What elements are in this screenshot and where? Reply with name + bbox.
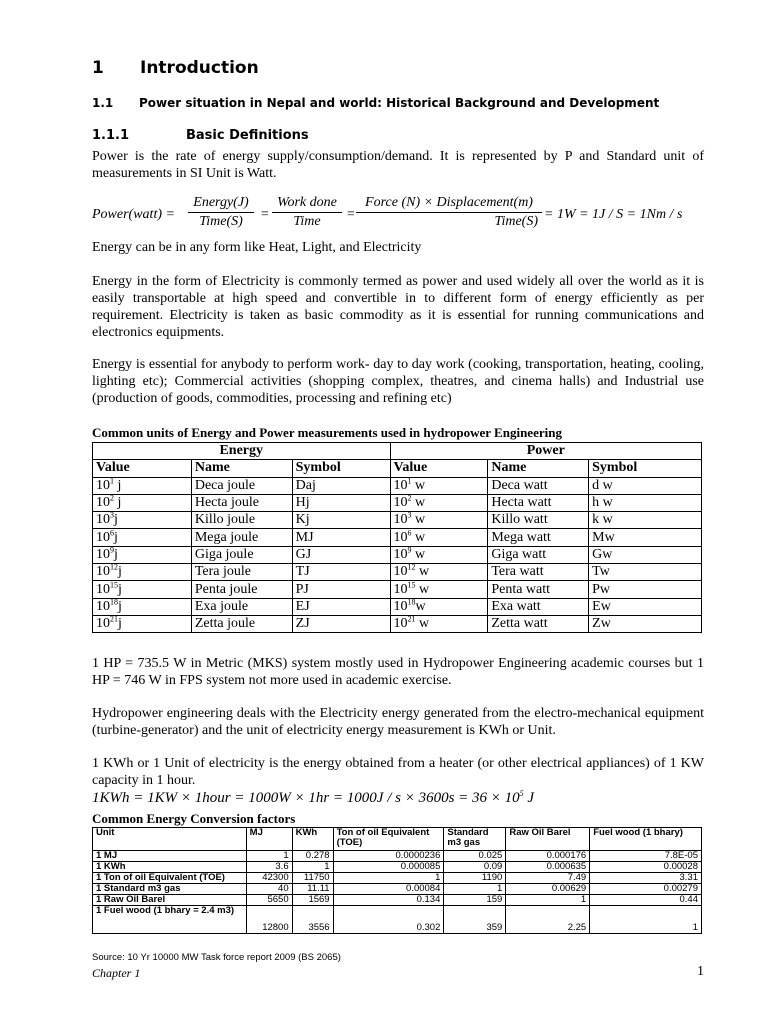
column-header: Name: [488, 460, 589, 477]
paragraph-power-definition: Power is the rate of energy supply/consumption/demand. It is represented by P and Standard unit of measurements in SI Unit is Watt.: [92, 149, 704, 181]
conversion-value: 1: [246, 851, 292, 862]
fraction-numerator: Force (N) × Displacement(m): [356, 195, 542, 213]
power-name: Exa watt: [488, 598, 589, 615]
column-header: Value: [390, 460, 488, 477]
conversion-value: 0.278: [292, 851, 333, 862]
conversion-value: 1190: [444, 873, 506, 884]
units-table-row: [93, 581, 702, 598]
power-value: [390, 598, 488, 615]
value-base: 10: [393, 616, 408, 632]
chapter-heading: [92, 58, 259, 78]
conversion-value: 42300: [246, 873, 292, 884]
power-name: Killo watt: [488, 512, 589, 529]
conversion-value: 0.00084: [333, 884, 444, 895]
value-exponent: 12: [110, 562, 118, 572]
value-base: 10: [96, 512, 110, 528]
group-power: Power: [390, 443, 702, 460]
formula-rhs: = 1W = 1J / S = 1Nm / s: [544, 207, 683, 222]
power-value: [390, 546, 488, 563]
value-exponent: 1: [110, 476, 114, 486]
value-unit: w: [415, 564, 430, 580]
section-title: Power situation in Nepal and world: Historical Background and Development: [139, 96, 660, 110]
conversion-row: [93, 906, 702, 934]
energy-name: Tera joule: [191, 564, 292, 581]
energy-symbol: Kj: [292, 512, 390, 529]
value-base: 10: [96, 564, 110, 580]
value-exponent: 18: [407, 597, 416, 607]
value-base: 10: [393, 512, 408, 528]
energy-value: [93, 494, 192, 511]
column-header: Unit: [93, 828, 247, 851]
value-exponent: 21: [110, 614, 118, 624]
value-exponent: 3: [110, 510, 114, 520]
power-formula: [92, 195, 704, 239]
energy-name: Giga joule: [191, 546, 292, 563]
energy-symbol: Hj: [292, 494, 390, 511]
power-name: Mega watt: [488, 529, 589, 546]
fraction-force-displacement: [356, 195, 542, 230]
energy-symbol: TJ: [292, 564, 390, 581]
energy-value: [93, 477, 192, 494]
value-unit: w: [411, 477, 426, 493]
value-base: 10: [96, 529, 110, 545]
paragraph-electricity: Energy in the form of Electricity is commonly termed as power and used widely all over the world as it is easily transportable at high speed and convertible in to different form of energy efficiently as per requirement. Electricity is taken as basic commodity as it is essential for running communications and electronics equipments.: [92, 274, 704, 340]
heading-title: Introduction: [140, 58, 259, 78]
fraction-denominator: Time(S): [494, 214, 538, 229]
conversion-value: 2.25: [506, 906, 590, 934]
conversion-table: [92, 827, 702, 934]
energy-name: Exa joule: [191, 598, 292, 615]
section-heading: [92, 96, 659, 110]
conversion-value: 359: [444, 906, 506, 934]
units-table-caption: Common units of Energy and Power measurements used in hydropower Engineering: [92, 425, 562, 440]
value-exponent: 12: [407, 562, 416, 572]
power-symbol: h w: [589, 494, 702, 511]
conversion-value: 1: [506, 895, 590, 906]
conversion-value: 0.000176: [506, 851, 590, 862]
energy-value: [93, 564, 192, 581]
row-label: 1 Standard m3 gas: [93, 884, 247, 895]
conversion-value: 0.134: [333, 895, 444, 906]
value-unit: j: [118, 598, 122, 614]
energy-value: [93, 581, 192, 598]
conversion-header-row: [93, 828, 702, 851]
power-name: Zetta watt: [488, 615, 589, 632]
footer-chapter: Chapter 1: [92, 966, 141, 980]
value-unit: j: [118, 564, 122, 580]
value-unit: w: [411, 546, 426, 562]
power-value: [390, 512, 488, 529]
power-symbol: Pw: [589, 581, 702, 598]
value-base: 10: [393, 581, 408, 597]
kwh-formula: [92, 790, 704, 807]
paragraph-energy-forms: Energy can be in any form like Heat, Light, and Electricity: [92, 240, 422, 255]
value-unit: w: [415, 581, 430, 597]
value-base: 10: [96, 581, 110, 597]
conversion-value: 1: [333, 873, 444, 884]
power-value: [390, 581, 488, 598]
value-unit: j: [114, 495, 122, 511]
row-label: 1 KWh: [93, 862, 247, 873]
conversion-value: 1569: [292, 895, 333, 906]
value-base: 10: [96, 616, 110, 632]
value-base: 10: [96, 477, 110, 493]
fraction-denominator: Time(S): [199, 214, 243, 229]
power-symbol: Tw: [589, 564, 702, 581]
value-unit: j: [118, 581, 122, 597]
column-header: Name: [191, 460, 292, 477]
conversion-value: 1: [444, 884, 506, 895]
conversion-row: [93, 851, 702, 862]
power-value: [390, 494, 488, 511]
column-header: KWh: [292, 828, 333, 851]
value-base: 10: [393, 477, 408, 493]
column-header: MJ: [246, 828, 292, 851]
formula-equals: =: [346, 207, 356, 222]
column-header: Raw Oil Barel: [506, 828, 590, 851]
energy-value: [93, 529, 192, 546]
value-exponent: 21: [407, 614, 416, 624]
value-unit: w: [411, 512, 426, 528]
fraction-numerator: Work done: [272, 195, 342, 213]
conversion-value: 0.0000236: [333, 851, 444, 862]
conversion-value: 0.00028: [590, 862, 702, 873]
kwh-formula-text: 1KWh = 1KW × 1hour = 1000W × 1hr = 1000J / s × 3600s = 36 × 10: [92, 790, 520, 806]
fraction-numerator: Energy(J): [188, 195, 254, 213]
units-table-row: [93, 494, 702, 511]
power-name: Tera watt: [488, 564, 589, 581]
conversion-value: 0.09: [444, 862, 506, 873]
value-base: 10: [393, 564, 408, 580]
value-base: 10: [96, 598, 110, 614]
conversion-value: 3.31: [590, 873, 702, 884]
column-header: Fuel wood (1 bhary): [590, 828, 702, 851]
conversion-value: 11750: [292, 873, 333, 884]
conversion-value: 3.6: [246, 862, 292, 873]
power-symbol: k w: [589, 512, 702, 529]
value-base: 10: [393, 529, 408, 545]
subsection-heading: [92, 128, 309, 143]
paragraph-kwh: 1 KWh or 1 Unit of electricity is the energy obtained from a heater (or other electrical appliances) of 1 KW capacity in 1 hour.: [92, 756, 704, 788]
value-exponent: 9: [110, 545, 114, 555]
energy-symbol: MJ: [292, 529, 390, 546]
conversion-value: 5650: [246, 895, 292, 906]
conversion-value: 0.00279: [590, 884, 702, 895]
column-header: Value: [93, 460, 192, 477]
energy-name: Zetta joule: [191, 615, 292, 632]
value-exponent: 2: [110, 493, 114, 503]
energy-name: Killo joule: [191, 512, 292, 529]
energy-value: [93, 546, 192, 563]
power-symbol: Ew: [589, 598, 702, 615]
column-header: Ton of oil Equivalent (TOE): [333, 828, 444, 851]
formula-equals: =: [260, 207, 270, 222]
energy-symbol: EJ: [292, 598, 390, 615]
conversion-value: 0.44: [590, 895, 702, 906]
paragraph-energy-essential: Energy is essential for anybody to perform work- day to day work (cooking, transportation, heating, cooling, lighting etc); Commercial activities (shopping complex, theatres, and cinema halls) and Industrial use (production of goods, commodities, processing and refining etc): [92, 357, 704, 406]
conversion-row: [93, 895, 702, 906]
power-symbol: d w: [589, 477, 702, 494]
column-header: Symbol: [589, 460, 702, 477]
fraction-work-time: [272, 195, 342, 230]
row-label: 1 MJ: [93, 851, 247, 862]
row-label: 1 Raw Oil Barel: [93, 895, 247, 906]
fraction-denominator: Time: [293, 214, 321, 229]
units-table-row: [93, 598, 702, 615]
value-unit: j: [118, 616, 122, 632]
paragraph-hydropower: Hydropower engineering deals with the Electricity energy generated from the electro-mechanical equipment (turbine-generator) and the unit of electricity energy measurement is KWh or Unit.: [92, 706, 704, 738]
value-exponent: 6: [407, 527, 412, 537]
power-value: [390, 529, 488, 546]
energy-name: Penta joule: [191, 581, 292, 598]
power-name: Penta watt: [488, 581, 589, 598]
fraction-energy-time: [188, 195, 254, 230]
value-base: 10: [96, 495, 110, 511]
column-header: Standard m3 gas: [444, 828, 506, 851]
energy-symbol: PJ: [292, 581, 390, 598]
conversion-row: [93, 862, 702, 873]
paragraph-horsepower: 1 HP = 735.5 W in Metric (MKS) system mostly used in Hydropower Engineering academic courses but 1 HP = 746 W in FPS system not more used in academic exercise.: [92, 656, 704, 688]
value-exponent: 6: [110, 527, 114, 537]
value-unit: w: [411, 529, 426, 545]
power-symbol: Mw: [589, 529, 702, 546]
conversion-value: 1: [292, 862, 333, 873]
power-name: Deca watt: [488, 477, 589, 494]
conversion-value: 0.025: [444, 851, 506, 862]
energy-name: Mega joule: [191, 529, 292, 546]
section-number: 1.1: [92, 96, 114, 110]
row-label: 1 Ton of oil Equivalent (TOE): [93, 873, 247, 884]
value-base: 10: [393, 598, 408, 614]
column-header: Symbol: [292, 460, 390, 477]
value-exponent: 18: [110, 597, 118, 607]
conversion-table-caption: Common Energy Conversion factors: [92, 811, 296, 826]
energy-value: [93, 615, 192, 632]
power-symbol: Zw: [589, 615, 702, 632]
units-table-header-row: [93, 460, 702, 477]
conversion-value: 7.49: [506, 873, 590, 884]
value-exponent: 1: [407, 476, 412, 486]
value-exponent: 15: [407, 579, 416, 589]
units-table-row: [93, 477, 702, 494]
energy-value: [93, 512, 192, 529]
units-table-row: [93, 512, 702, 529]
conversion-value: 11.11: [292, 884, 333, 895]
conversion-value: 0.302: [333, 906, 444, 934]
units-table-row: [93, 546, 702, 563]
power-value: [390, 564, 488, 581]
conversion-row: [93, 884, 702, 895]
page-number: 1: [697, 964, 704, 979]
value-unit: j: [114, 529, 118, 545]
units-table-row: [93, 564, 702, 581]
conversion-value: 40: [246, 884, 292, 895]
value-exponent: 15: [110, 579, 118, 589]
conversion-value: 0.00629: [506, 884, 590, 895]
kwh-formula-unit: J: [523, 790, 535, 806]
energy-name: Hecta joule: [191, 494, 292, 511]
units-table-row: [93, 529, 702, 546]
energy-name: Deca joule: [191, 477, 292, 494]
value-unit: w: [415, 598, 426, 614]
power-name: Hecta watt: [488, 494, 589, 511]
value-unit: w: [411, 495, 426, 511]
conversion-value: 1: [590, 906, 702, 934]
row-label: 1 Fuel wood (1 bhary = 2.4 m3): [93, 906, 247, 934]
energy-symbol: ZJ: [292, 615, 390, 632]
heading-number: 1: [92, 58, 104, 78]
value-base: 10: [393, 495, 408, 511]
energy-symbol: Daj: [292, 477, 390, 494]
conversion-value: 159: [444, 895, 506, 906]
subsection-title: Basic Definitions: [186, 128, 309, 143]
conversion-value: 12800: [246, 906, 292, 934]
value-exponent: 3: [407, 510, 412, 520]
power-symbol: Gw: [589, 546, 702, 563]
kwh-formula-exponent: 5: [519, 789, 524, 798]
energy-symbol: GJ: [292, 546, 390, 563]
conversion-value: 0.000085: [333, 862, 444, 873]
power-value: [390, 477, 488, 494]
source-note: Source: 10 Yr 10000 MW Task force report 2009 (BS 2065): [92, 952, 341, 963]
subsection-number: 1.1.1: [92, 128, 130, 143]
conversion-value: 3556: [292, 906, 333, 934]
conversion-row: [93, 873, 702, 884]
value-unit: j: [114, 477, 122, 493]
value-base: 10: [393, 546, 408, 562]
conversion-value: 0.000635: [506, 862, 590, 873]
value-unit: j: [114, 512, 118, 528]
value-unit: j: [114, 546, 118, 562]
conversion-value: 7.8E-05: [590, 851, 702, 862]
energy-value: [93, 598, 192, 615]
value-base: 10: [96, 546, 110, 562]
value-unit: w: [415, 616, 430, 632]
formula-lhs: Power(watt) =: [92, 207, 175, 222]
power-name: Giga watt: [488, 546, 589, 563]
power-value: [390, 615, 488, 632]
value-exponent: 2: [407, 493, 412, 503]
units-table: [92, 442, 702, 633]
group-energy: Energy: [93, 443, 391, 460]
units-table-row: [93, 615, 702, 632]
value-exponent: 9: [407, 545, 412, 555]
units-table-group-row: [93, 443, 702, 460]
